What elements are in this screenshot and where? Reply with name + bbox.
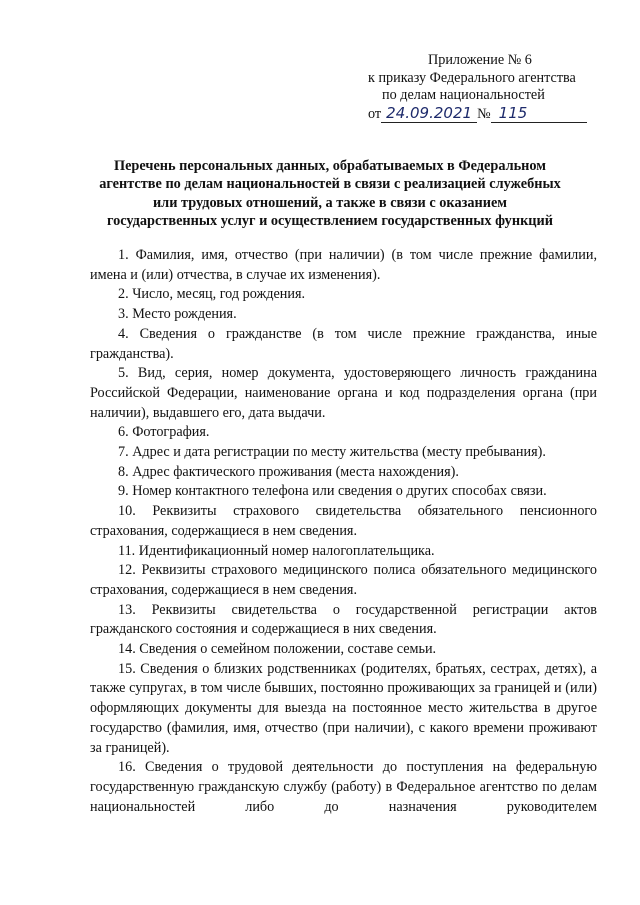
title-line: или трудовых отношений, а также в связи с оказанием: [152, 194, 508, 211]
list-item: 15. Сведения о близких родственниках (родителях, братьях, сестрах, детях), а также супругах, в том числе бывших, постоянно проживающих за границей и (или) оформляющих документы для выезда на постоянное место жительства в другое государство (фамилия, имя, отчество (при наличии), с какого времени проживают за границей).: [90, 660, 597, 756]
list-item: 10. Реквизиты страхового свидетельства обязательного пенсионного страхования, содержащиеся в нем сведения.: [90, 503, 597, 539]
title-line: агентстве по делам национальностей в связи с реализацией служебных: [99, 176, 561, 193]
list-item: 2. Число, месяц, год рождения.: [118, 286, 306, 303]
list-item: 7. Адрес и дата регистрации по месту жительства (месту пребывания).: [118, 444, 546, 461]
list-item: 8. Адрес фактического проживания (места нахождения).: [118, 463, 459, 480]
appendix-header: [368, 52, 618, 123]
list-item: 14. Сведения о семейном положении, составе семьи.: [118, 641, 437, 658]
appendix-agency: по делам национальностей: [382, 87, 545, 103]
list-item: 3. Место рождения.: [118, 306, 237, 323]
handwritten-number: 115: [491, 105, 587, 124]
document-title: [70, 157, 590, 231]
handwritten-date: 24.09.2021: [381, 105, 477, 124]
list-item: 4. Сведения о гражданстве (в том числе прежние гражданства, иные гражданства).: [90, 325, 597, 362]
appendix-order-ref: к приказу Федерального агентства: [368, 69, 576, 86]
list-item: 12. Реквизиты страхового медицинского полиса обязательного медицинского страхования, содержащиеся в нем сведения.: [90, 562, 597, 598]
number-label: №: [477, 105, 491, 122]
appendix-number: Приложение № 6: [428, 52, 532, 68]
list-item: 11. Идентификационный номер налогоплательщика.: [118, 542, 435, 559]
date-prefix: от: [368, 105, 382, 122]
title-line: Перечень персональных данных, обрабатываемых в Федеральном: [113, 158, 547, 174]
list-item: 6. Фотография.: [118, 424, 210, 441]
appendix-date-number: [368, 105, 618, 124]
document-body: [90, 246, 597, 817]
list-item: 1. Фамилия, имя, отчество (при наличии) (в том числе прежние фамилии, имена и (или) отчества, в случае их изменения).: [90, 247, 597, 283]
title-line: государственных услуг и осуществлением государственных функций: [106, 213, 554, 230]
list-item: 16. Сведения о трудовой деятельности до поступления на федеральную государственную гражданскую службу (работу) в Федеральное агентство по делам национальностей либо до назначения руководителем: [90, 759, 597, 815]
list-item: 9. Номер контактного телефона или сведения о других способах связи.: [118, 483, 547, 500]
list-item: 13. Реквизиты свидетельства о государственной регистрации актов гражданского состояния и содержащиеся в них сведения.: [90, 601, 597, 638]
list-item: 5. Вид, серия, номер документа, удостоверяющего личность гражданина Российской Федерации, наименование органа и код подразделения органа (при наличии), выдавшего его, дата выдачи.: [90, 365, 597, 421]
